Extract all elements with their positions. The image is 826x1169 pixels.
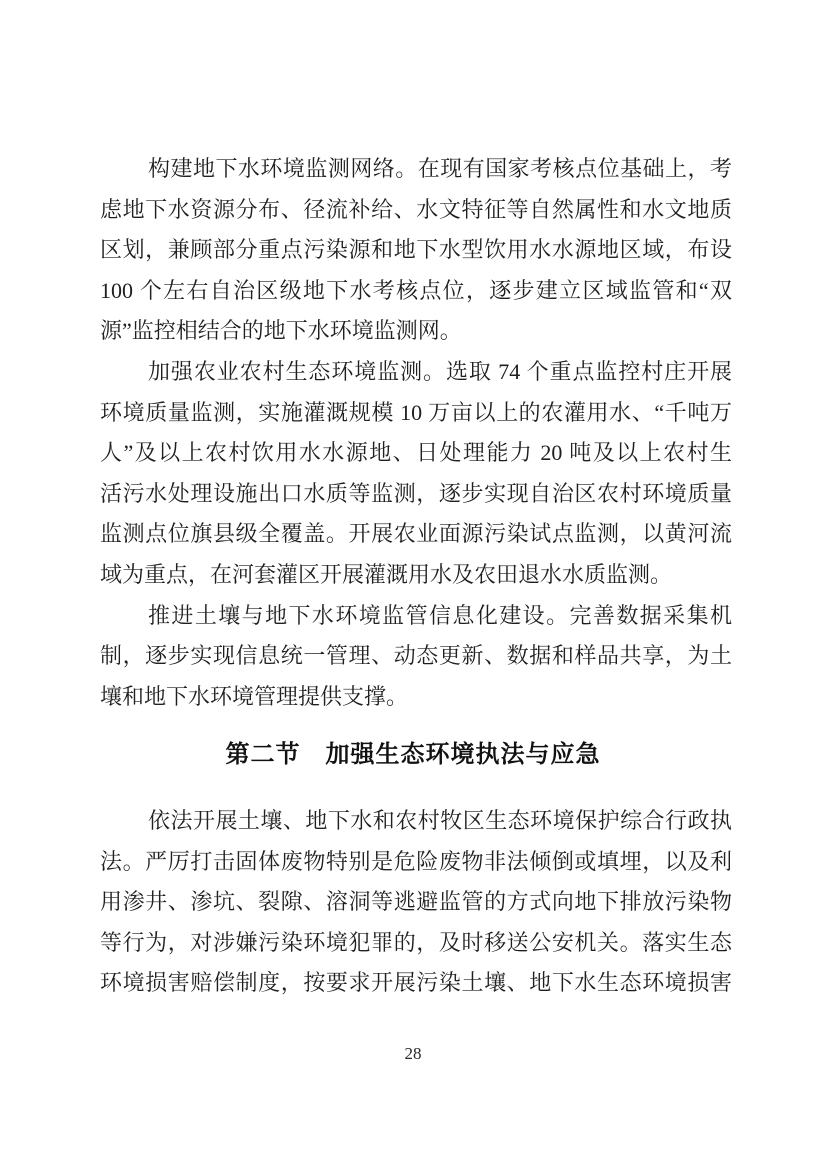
paragraph-information-system: [100, 596, 732, 718]
paragraph-line: 推进土壤与地下水环境监管信息化建设。完善数据采集机: [148, 602, 732, 628]
paragraph-line: 虑地下水资源分布、径流补给、水文特征等自然属性和水文地质: [100, 196, 732, 222]
body-text-upper: [100, 149, 732, 717]
page-number: 28: [404, 1044, 422, 1063]
paragraph-line: 域为重点，在河套灌区开展灌溉用水及农田退水水质监测。: [100, 561, 673, 587]
paragraph-line: 活污水处理设施出口水质等监测，逐步实现自治区农村环境质量: [100, 480, 732, 506]
paragraph-line: 构建地下水环境监测网络。在现有国家考核点位基础上，考: [148, 156, 732, 181]
paragraph-line: 监测点位旗县级全覆盖。开展农业面源污染试点监测，以黄河流: [100, 521, 732, 547]
paragraph-line: 制，逐步实现信息统一管理、动态更新、数据和样品共享，为土: [100, 643, 732, 669]
paragraph-line: 环境质量监测，实施灌溉规模 10 万亩以上的农灌用水、“千吨万: [100, 399, 732, 425]
paragraph-line: 源”监控相结合的地下水环境监测网。: [100, 318, 462, 344]
paragraph-line: 区划，兼顾部分重点污染源和地下水型饮用水水源地区域，布设: [100, 237, 732, 263]
paragraph-line: 加强农业农村生态环境监测。选取 74 个重点监控村庄开展: [148, 358, 732, 384]
paragraph-rural-monitoring: [100, 352, 732, 596]
paragraph-line: 等行为，对涉嫌污染环境犯罪的，及时移送公安机关。落实生态: [100, 929, 732, 955]
paragraph-line: 依法开展土壤、地下水和农村牧区生态环境保护综合行政执: [148, 808, 732, 833]
paragraph-line: 人”及以上农村饮用水水源地、日处理能力 20 吨及以上农村生: [100, 440, 732, 466]
section-heading: 第二节 加强生态环境执法与应急: [225, 742, 601, 768]
paragraph-groundwater-network: [100, 149, 732, 352]
paragraph-law-enforcement: [100, 801, 732, 1004]
paragraph-line: 法。严厉打击固体废物特别是危险废物非法倾倒或填埋，以及利: [100, 848, 732, 874]
body-text-lower: [100, 801, 732, 1004]
paragraph-line: 100 个左右自治区级地下水考核点位，逐步建立区域监管和“双: [100, 277, 732, 303]
paragraph-line: 用渗井、渗坑、裂隙、溶洞等逃避监管的方式向地下排放污染物: [100, 889, 732, 915]
paragraph-line: 壤和地下水环境管理提供支撑。: [100, 683, 409, 709]
paragraph-line: 环境损害赔偿制度，按要求开展污染土壤、地下水生态环境损害: [100, 970, 732, 996]
